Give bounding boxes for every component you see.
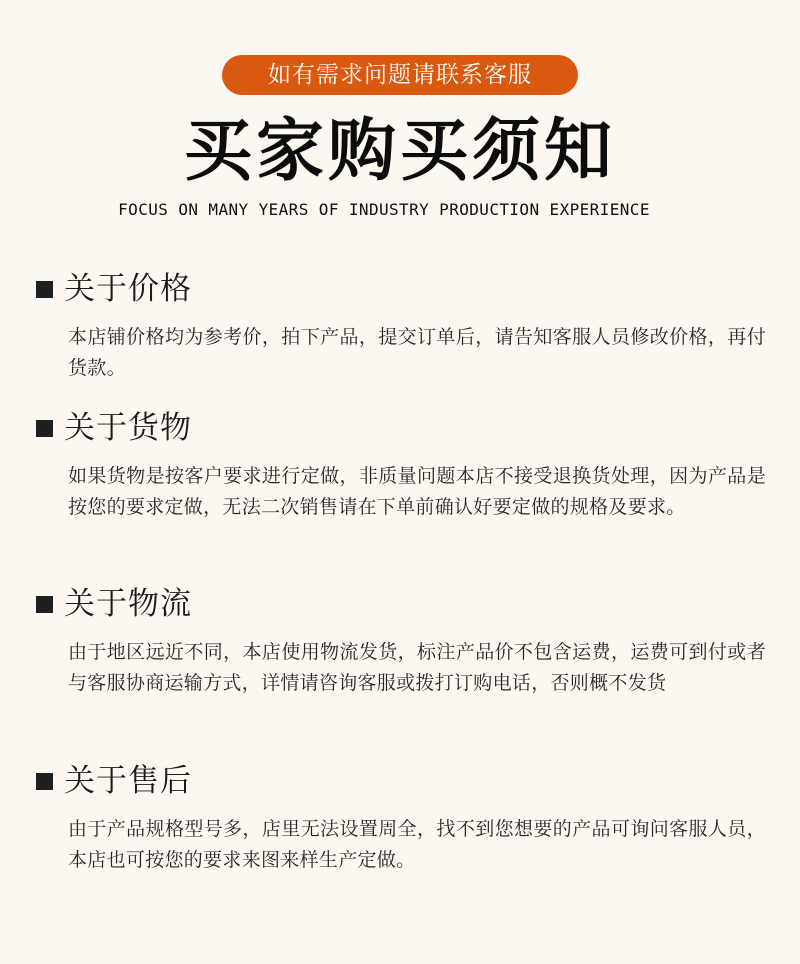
section-body: 由于产品规格型号多，店里无法设置周全，找不到您想要的产品可询问客服人员，本店也可按您的要求来图来样生产定做。 — [68, 818, 766, 871]
section-title: 关于价格 — [64, 271, 192, 307]
square-bullet-icon — [36, 420, 53, 437]
section-header — [36, 407, 766, 449]
section-body: 如果货物是按客户要求进行定做，非质量问题本店不接受退换货处理，因为产品是按您的要求定做，无法二次销售请在下单前确认好要定做的规格及要求。 — [68, 465, 766, 518]
section-title: 关于货物 — [64, 410, 192, 446]
section-after-sales — [36, 760, 766, 876]
page-subtitle: FOCUS ON MANY YEARS OF INDUSTRY PRODUCTION EXPERIENCE — [118, 200, 650, 219]
section-header — [36, 583, 766, 625]
section-header — [36, 268, 766, 310]
section-title: 关于物流 — [64, 586, 192, 622]
section-header — [36, 760, 766, 802]
section-price — [36, 268, 766, 384]
section-body: 由于地区远近不同，本店使用物流发货，标注产品价不包含运费，运费可到付或者与客服协商运输方式，详情请咨询客服或拨打订购电话，否则概不发货 — [68, 641, 766, 694]
page-title: 买家购买须知 — [183, 112, 616, 191]
contact-service-banner: 如有需求问题请联系客服 — [222, 55, 578, 95]
square-bullet-icon — [36, 773, 53, 790]
section-goods — [36, 407, 766, 523]
section-logistics — [36, 583, 766, 699]
section-body: 本店铺价格均为参考价，拍下产品，提交订单后，请告知客服人员修改价格，再付货款。 — [68, 326, 766, 379]
square-bullet-icon — [36, 596, 53, 613]
square-bullet-icon — [36, 281, 53, 298]
section-title: 关于售后 — [64, 763, 192, 799]
